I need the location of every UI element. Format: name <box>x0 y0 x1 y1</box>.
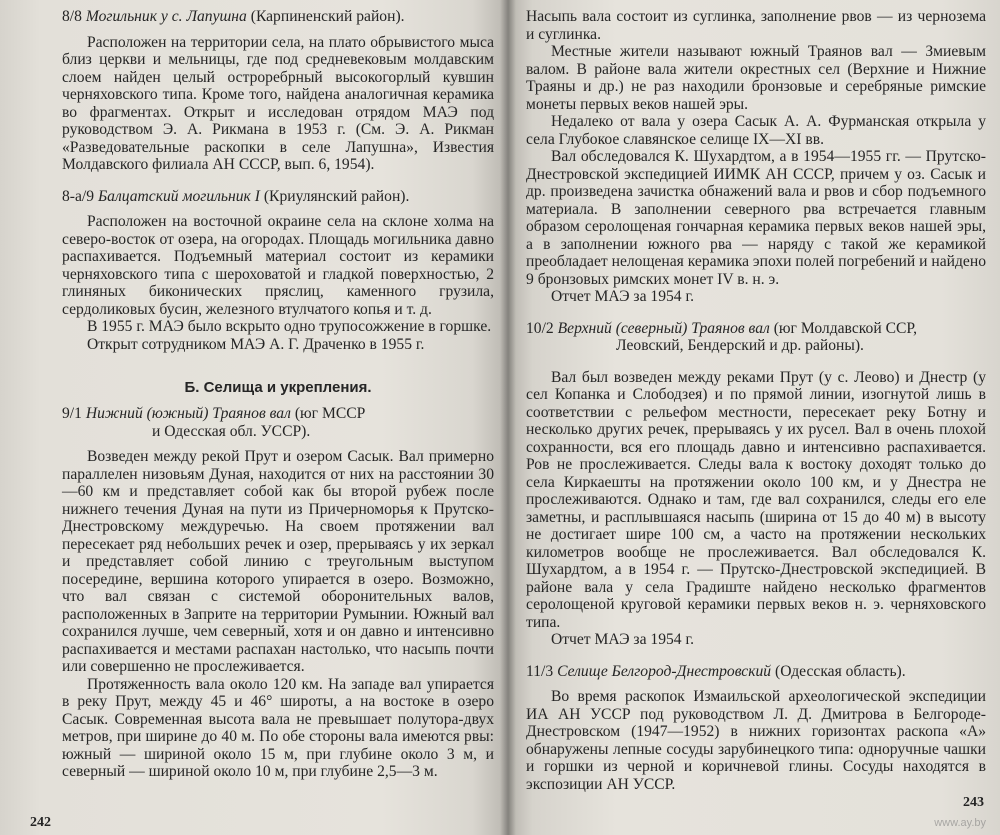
watermark-text: www.ay.by <box>934 817 986 829</box>
entry-heading <box>62 188 494 206</box>
paragraph: Отчет МАЭ за 1954 г. <box>550 631 695 648</box>
entry-region: (юг Молдавской ССР, <box>773 319 918 337</box>
page-number: 243 <box>963 795 984 810</box>
right-page <box>508 0 1000 835</box>
entry-title: Нижний (южный) Траянов вал <box>85 405 291 422</box>
paragraph: Отчет МАЭ за 1954 г. <box>550 288 695 305</box>
page-number: 242 <box>30 815 51 830</box>
paragraph: Недалеко от вала у озера Сасык А. А. Фурманская открыла у села Глубокое славянское селище IX—XI вв. <box>526 113 986 148</box>
entry-region: (юг МССР <box>294 405 366 422</box>
entry-title: Верхний (северный) Траянов вал <box>557 319 770 337</box>
entry-number: 11/3 <box>526 662 554 680</box>
entry-region: (Карпиненский район). <box>250 8 405 25</box>
entry-heading <box>526 663 986 681</box>
paragraph: Расположен на восточной окраине села на склоне холма на северо-восток от озера, на огородах. Площадь могильника давно распахивается. Подъемный материал состоит из керамики черняховского типа с шероховатой и гладкой поверхностью, 2 глиняных биконических пряслиц, каменного грузила, сердоликовых бусин, железного втулчатого копья и т. д. <box>62 213 494 318</box>
paragraph: Расположен на территории села, на плато обрывистого мыса близ церкви и мельницы, где под средневековым молдавским слоем найден целый остроребрный высокогорлый кувшин черняховского типа. Кроме того, найдена аналогичная керамика во фрагментах. Открыт и исследован отрядом МАЭ под руководством Э. А. Рикмана в 1953 г. (См. Э. А. Рикман «Разведовательные раскопки в селе Лапушна», Известия Молдавского филиала АН СССР, вып. 6, 1954). <box>62 33 494 173</box>
section-title: Б. Селища и укрепления. <box>184 379 372 396</box>
entry-number: 9/1 <box>62 405 82 422</box>
paragraph: Насыпь вала состоит из суглинка, заполнение рвов — из чернозема и суглинка. <box>526 8 986 43</box>
paragraph: Возведен между рекой Прут и озером Сасык. Вал примерно параллелен низовьям Дуная, находится от них на расстоянии 30—60 км и представляет собой как бы второй рубеж после нижнего течения Дуная на пути из Причерноморья к Прутско-Днестровскому междуречью. На своем протяжении вал пересекает ряд небольших речек и озер, прерываясь у их зеркал и представляет собой линию с треугольным выступом посередине, вершина которого упирается в озеро. Возможно, что вал связан с системой оборонительных валов, расположенных в Заприте на территории Румынии. Южный вал сохранился лучше, чем северный, хотя и он давно и интенсивно распахивается и местами распахан настолько, что насыпь почти или совершенно не прослеживается. <box>62 448 494 675</box>
entry-heading <box>526 320 986 338</box>
entry-number: 8/8 <box>62 8 82 25</box>
entry-number: 8-а/9 <box>62 187 95 205</box>
entry-number: 10/2 <box>526 319 554 337</box>
paragraph: Протяженность вала около 120 км. На западе вал упирается в реку Прут, между 45 и 46° широты, а на востоке в озеро Сасык. Современная высота вала не превышает полутора-двух метров, при ширине до 40 м. По обе стороны вала имеются рвы: южный — шириной около 15 м, при глубине около 3 м, и северный — шириной около 10 м, при глубине 2,5—3 м. <box>62 675 494 780</box>
paragraph: В 1955 г. МАЭ было вскрыто одно трупосожжение в горшке. <box>86 318 492 335</box>
entry-title: Селище Белгород-Днестровский <box>557 662 772 680</box>
paragraph: Открыт сотрудником МАЭ А. Г. Драченко в 1955 г. <box>86 335 425 353</box>
paragraph: Вал обследовался К. Шухардтом, а в 1954—1955 гг. — Прутско-Днестровской экспедицией ИИМК АН СССР, причем у оз. Сасык и др. произведена зачистка обнажений вала и рвов и сбор подъемного материала. В заполнении северного рва встречается главным образом серолощеная гончарная керамика первых веков нашей эры, а в заполнении южного рва — наряду с такой же керамикой преобладает нелощеная керамика эпохи полей погребений и найдено 9 бронзовых римских монет IV в. н. э. <box>526 148 986 288</box>
entry-region: (Криулянский район). <box>263 187 410 205</box>
entry-title: Балцатский могильник I <box>97 187 260 205</box>
paragraph: Во время раскопок Измаильской археологической экспедиции ИА АН УССР под руководством Л. Д. Дмитрова в Белгороде-Днестровском (1947—1952) в нижних горизонтах раскопа «А» обнаружены лепные сосуды зарубинецкого типа: одноручные чашки и горшки из черной и коричневой глины. Сосуды находятся в экспозиции АН УССР. <box>526 688 986 793</box>
entry-region-line: Леовский, Бендерский и др. районы). <box>616 337 864 354</box>
paragraph: Местные жители называют южный Траянов вал — Змиевым валом. В районе вала жители окрестных сел (Верхние и Нижние Траяны и др.) не раз находили бронзовые и серебряные римские монеты первых веков нашей эры. <box>526 43 986 113</box>
entry-heading <box>62 8 494 26</box>
paragraph: Вал был возведен между реками Прут (у с. Леово) и Днестр (у сел Копанка и Слободзея) и по прямой линии, изогнутой лишь в соответствии с рельефом местности, пересекает реку Ботну и несколько других речек, прерываясь у их русел. Вал в очень плохой сохранности, вся его площадь давно и интенсивно распахивается. Ров не прослеживается. Следы вала к востоку доходят только до села Киркаешты на протяжении около 100 км, и у Днестра не прослеживаются. Однако и там, где вал сохранился, следы его еле заметны, и расплывшаяся насыпь (ширина от 15 до 40 м) в высоту не достигает шире 100 см, а часто на протяжении нескольких километров вообще не прослеживается. Вал обследовался К. Шухардтом, а в 1954 г. — Прутско-Днестровской экспедицией. В районе вала у села Градиште найдено несколько фрагментов серолощеной круговой керамики первых веков н. э. черняховского типа. <box>526 368 986 631</box>
entry-region: (Одесская область). <box>775 662 906 680</box>
entry-region-line: и Одесская обл. УССР). <box>152 422 311 440</box>
entry-heading <box>62 405 494 423</box>
book-gutter <box>500 0 516 835</box>
entry-title: Могильник у с. Лапушна <box>85 8 247 25</box>
